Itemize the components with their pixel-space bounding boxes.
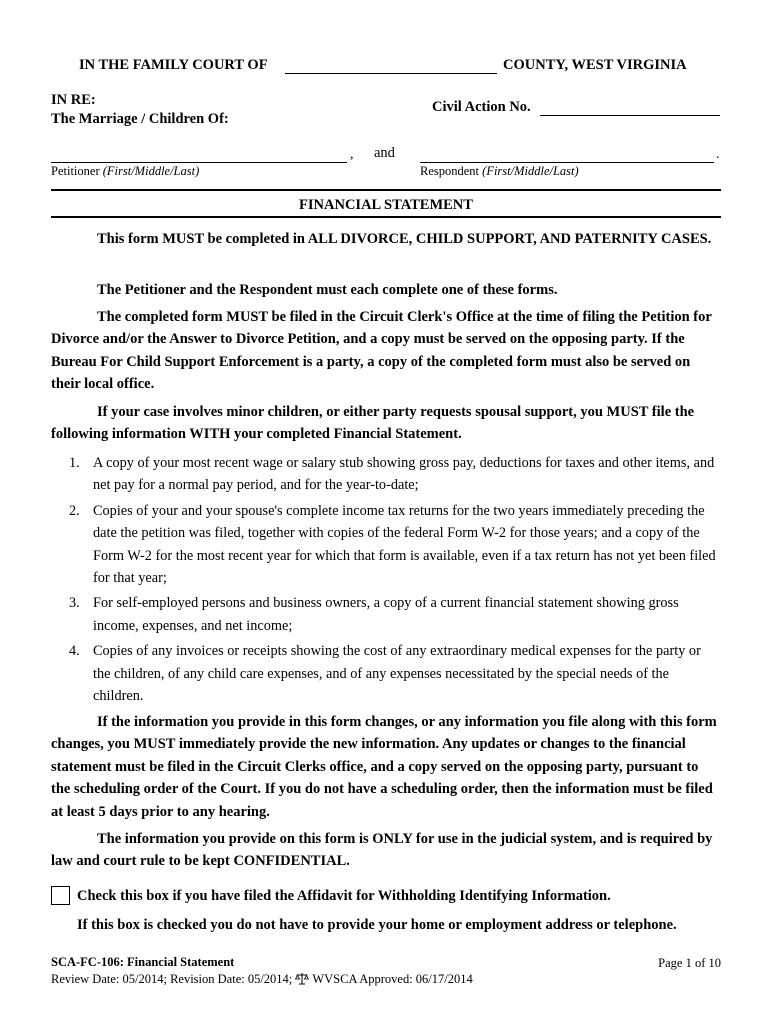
list-item [51, 640, 721, 707]
review-dates: Review Date: 05/2014; Revision Date: 05/2014; [51, 972, 293, 986]
petitioner-label: Petitioner [51, 164, 100, 178]
civil-action-number-line[interactable] [540, 115, 720, 116]
list-item-text: Copies of any invoices or receipts showing the cost of any extraordinary medical expenses for the party or the children, of any child care expenses, and of any expenses necessitated by the special needs of the children. [93, 643, 701, 705]
court-prefix: IN THE FAMILY COURT OF [79, 57, 268, 73]
respondent-hint: (First/Middle/Last) [482, 164, 579, 178]
respondent-name-line[interactable] [420, 162, 714, 163]
civil-action-label: Civil Action No. [432, 99, 531, 115]
title-bottom-rule [51, 216, 721, 218]
respondent-caption [420, 164, 579, 179]
list-item-number: 2. [69, 502, 80, 519]
respondent-label: Respondent [420, 164, 480, 178]
approval-date: WVSCA Approved: 06/17/2014 [312, 972, 473, 986]
list-item-number: 4. [69, 643, 80, 660]
list-item-number: 3. [69, 595, 80, 612]
list-item-text: Copies of your and your spouse's complete income tax returns for the two years immediately preceding the date the petition was filed, together with copies of the federal Form W-2 for those years; and a copy of the Form W-2 for the most recent year for which that form is available, even if a tax return has not yet been filed for that year; [93, 502, 716, 587]
form-id: SCA-FC-106: Financial Statement [51, 955, 235, 969]
affidavit-checkbox-note: If this box is checked you do not have to provide your home or employment address or telephone. [77, 917, 677, 933]
list-item [51, 592, 721, 637]
confidentiality-paragraph: The information you provide on this form is ONLY for use in the judicial system, and is required by law and court rule to be kept CONFIDENTIAL. [51, 831, 713, 870]
list-item-text: For self-employed persons and business owners, a copy of a current financial statement showing gross income, expenses, and net income; [93, 595, 679, 634]
and-label: and [374, 145, 395, 161]
instruction-paragraph-4: If your case involves minor children, or either party requests spousal support, you MUST file the following information WITH your completed Financial Statement. [51, 404, 695, 443]
petitioner-caption [51, 164, 199, 179]
page-number: Page 1 of 10 [658, 956, 721, 970]
instruction-paragraph-5: If the information you provide in this form changes, or any information you file along with this form changes, you MUST immediately provide the new information. Any updates or changes to the financial statement must be filed in the Circuit Clerks office, and a copy served on the opposing party, pursuant to the scheduling order of the Court. If you do not have a scheduling order, then the information must be filed at least 5 days prior to any hearing. [51, 714, 717, 820]
list-item [51, 452, 721, 497]
petitioner-comma: , [350, 147, 354, 162]
title-top-rule [51, 189, 721, 191]
petitioner-hint: (First/Middle/Last) [102, 164, 200, 178]
instruction-paragraph-3: The completed form MUST be filed in the Circuit Clerk's Office at the time of filing the Petition for Divorce and/or the Answer to Divorce Petition, and a copy must be served on the opposing party. If the Bureau For Child Support Enforcement is a party, a copy of the completed form must also be served on their local office. [51, 309, 712, 393]
footer-dates-line [51, 971, 473, 990]
in-re-label: IN RE: [51, 92, 96, 108]
footer-info [51, 954, 473, 990]
list-item-text: A copy of your most recent wage or salary stub showing gross pay, deductions for taxes and other items, and net pay for a normal pay period, and for the year-to-date; [93, 455, 715, 494]
list-item [51, 500, 721, 590]
affidavit-checkbox-label: Check this box if you have filed the Affidavit for Withholding Identifying Information. [77, 888, 611, 904]
scales-icon [295, 972, 309, 990]
marriage-of-label: The Marriage / Children Of: [51, 111, 229, 127]
in-re-block [51, 91, 229, 129]
county-blank-line[interactable] [285, 73, 497, 74]
instruction-paragraph-2: The Petitioner and the Respondent must each complete one of these forms. [97, 282, 558, 298]
petitioner-name-line[interactable] [51, 162, 347, 163]
list-item-number: 1. [69, 455, 80, 471]
respondent-period: . [716, 147, 720, 162]
affidavit-checkbox[interactable] [51, 886, 70, 905]
court-suffix: COUNTY, WEST VIRGINIA [503, 57, 687, 73]
required-documents-list [51, 452, 721, 710]
instruction-paragraph-1: This form MUST be completed in ALL DIVORCE, CHILD SUPPORT, AND PATERNITY CASES. [97, 231, 712, 247]
form-title: FINANCIAL STATEMENT [299, 197, 473, 213]
